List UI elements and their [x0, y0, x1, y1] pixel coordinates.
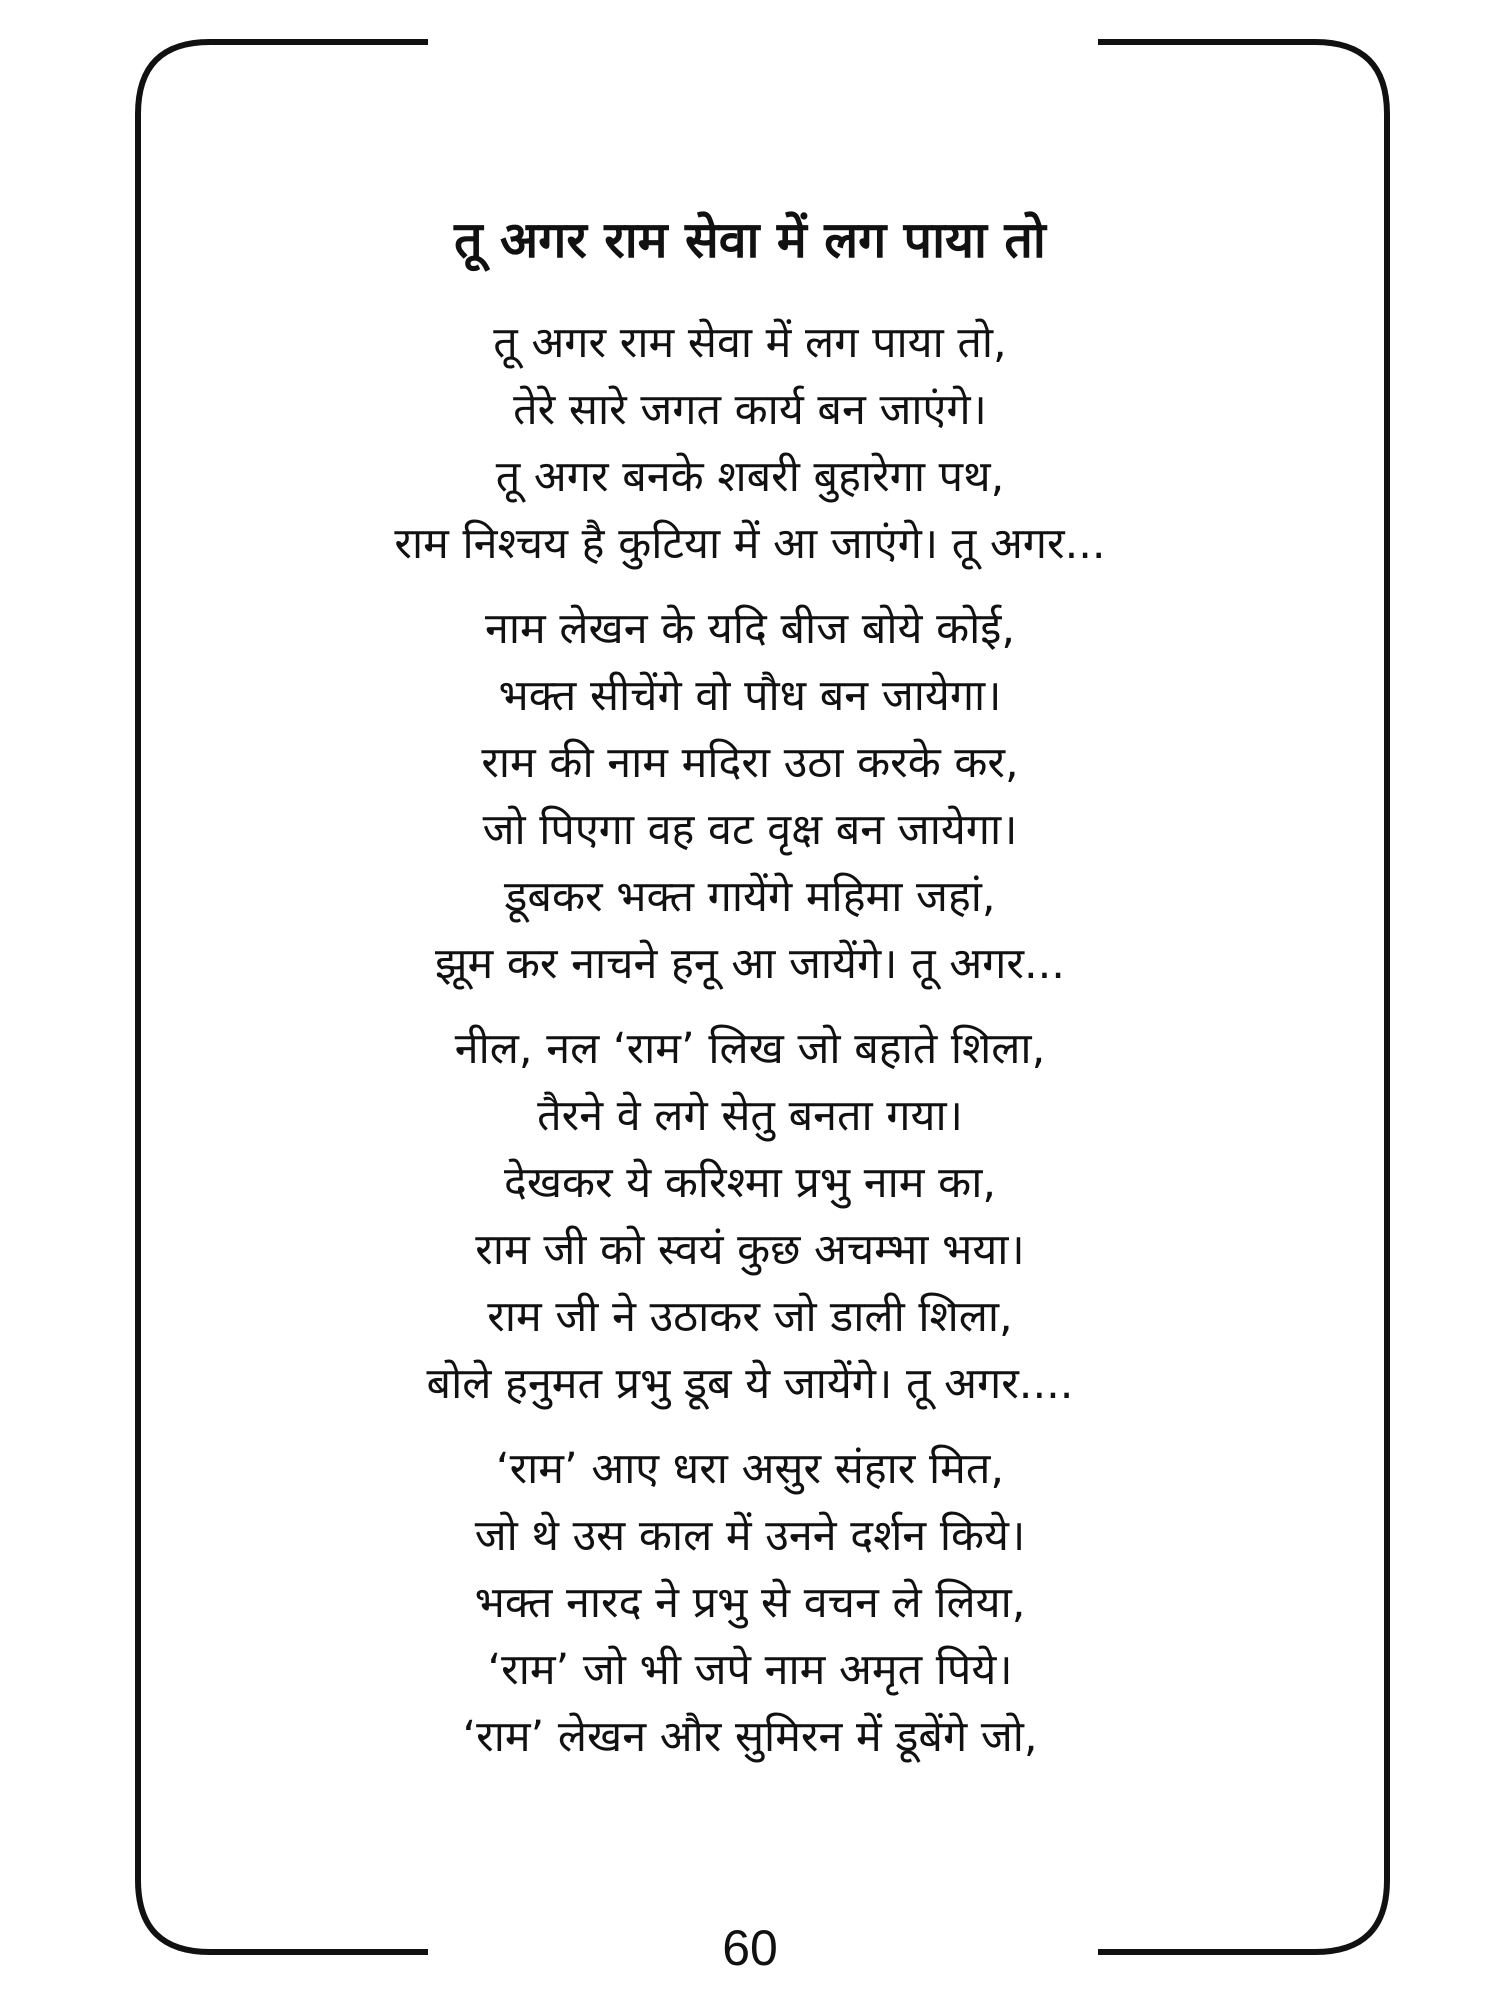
poem-line: बोले हनुमत प्रभु डूब ये जायेंगे। तू अगर....	[426, 1359, 1074, 1409]
poem-line: डूबकर भक्त गायेंगे महिमा जहां,	[504, 872, 996, 922]
poem-line: ‘राम’ जो भी जपे नाम अमृत पिये।	[487, 1645, 1013, 1695]
poem-line: भक्त सीचेंगे वो पौध बन जायेगा।	[498, 671, 1002, 721]
poem-line: ‘राम’ लेखन और सुमिरन में डूबेंगे जो,	[462, 1712, 1038, 1762]
poem-line: राम जी ने उठाकर जो डाली शिला,	[487, 1292, 1013, 1342]
poem-line: नील, नल ‘राम’ लिख जो बहाते शिला,	[454, 1024, 1046, 1074]
poem-line: तेरे सारे जगत कार्य बन जाएंगे।	[513, 385, 987, 435]
poem-line: नाम लेखन के यदि बीज बोये कोई,	[484, 604, 1016, 654]
poem-line: ‘राम’ आए धरा असुर संहार मित,	[495, 1444, 1005, 1494]
poem-line: तू अगर राम सेवा में लग पाया तो,	[493, 318, 1007, 368]
poem-line: भक्त नारद ने प्रभु से वचन ले लिया,	[474, 1578, 1026, 1628]
poem-line: तू अगर बनके शबरी बुहारेगा पथ,	[495, 452, 1005, 502]
poem-line: जो थे उस काल में उनने दर्शन किये।	[474, 1511, 1026, 1561]
stanza-3	[0, 1016, 1500, 1418]
page-number: 60	[722, 1920, 778, 1976]
poem-line: देखकर ये करिश्मा प्रभु नाम का,	[503, 1158, 996, 1208]
stanza-1	[0, 310, 1500, 578]
poem-line: राम निश्चय है कुटिया में आ जाएंगे। तू अगर...	[394, 519, 1106, 569]
poem-line: झूम कर नाचने हनू आ जायेंगे। तू अगर...	[435, 939, 1065, 989]
poem-body	[0, 310, 1500, 1789]
poem-line: जो पिएगा वह वट वृक्ष बन जायेगा।	[482, 805, 1018, 855]
poem-line: तैरने वे लगे सेतु बनता गया।	[537, 1091, 963, 1141]
page-title: तू अगर राम सेवा में लग पाया तो	[454, 211, 1046, 269]
poem-line: राम जी को स्वयं कुछ अचम्भा भया।	[475, 1225, 1025, 1275]
stanza-4	[0, 1436, 1500, 1771]
stanza-2	[0, 596, 1500, 998]
poem-line: राम की नाम मदिरा उठा करके कर,	[481, 738, 1019, 788]
